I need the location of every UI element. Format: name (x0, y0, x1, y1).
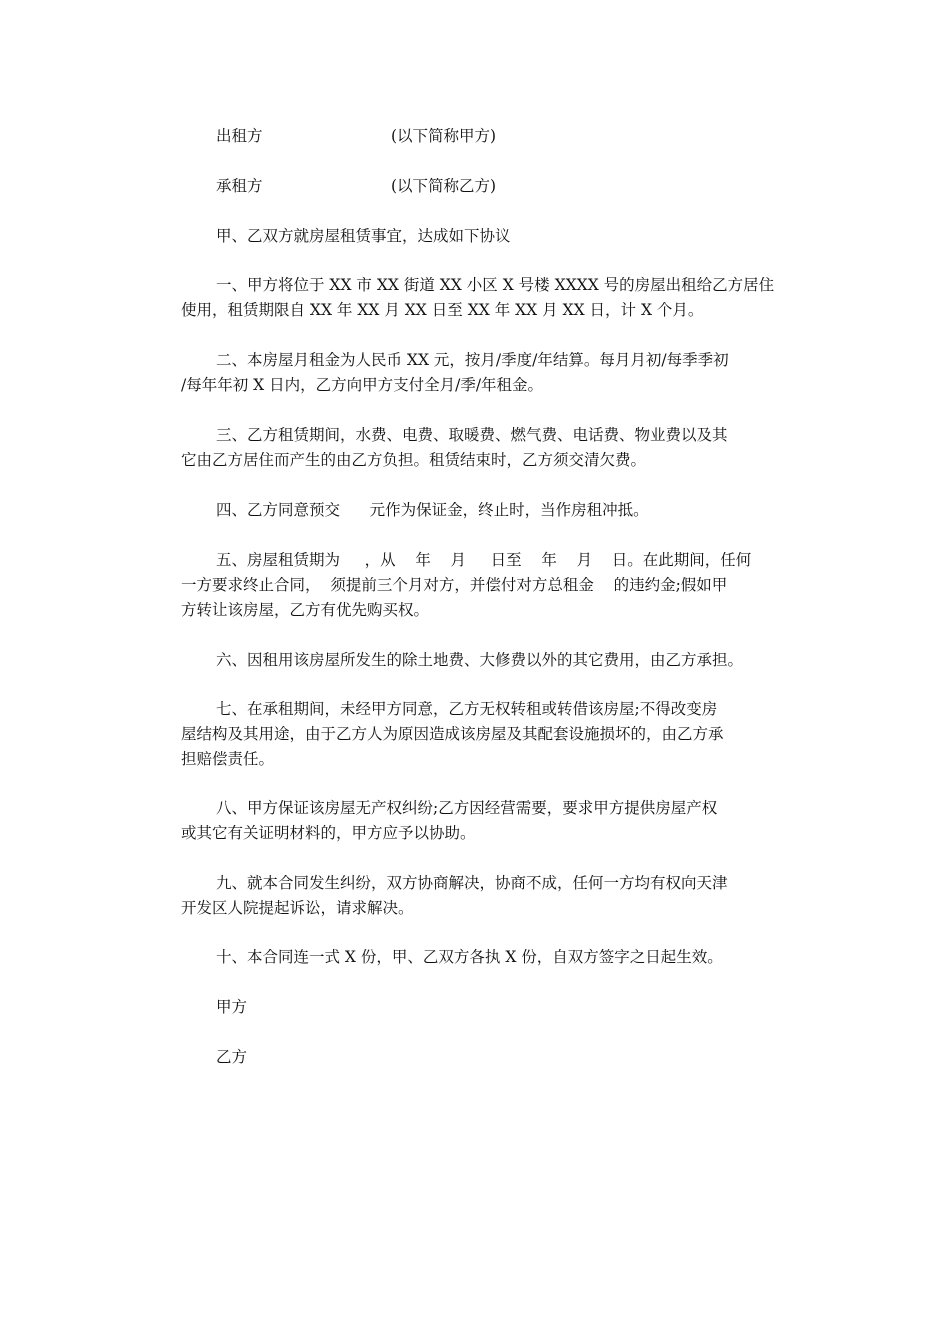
clause-7-line-2: 屋结构及其用途，由于乙方人为原因造成该房屋及其配套设施损坏的，由乙方承 (181, 725, 724, 743)
clause-7-line-3: 担赔偿责任。 (181, 750, 275, 768)
lessor-row (216, 124, 816, 149)
lessor-note: (以下简称甲方) (391, 127, 497, 145)
intro-text: 甲、乙双方就房屋租赁事宜，达成如下协议 (216, 227, 511, 245)
clause-3 (181, 423, 781, 473)
clause-7 (181, 697, 781, 772)
clause-9-line-2: 开发区人院提起诉讼，请求解决。 (181, 899, 414, 917)
clause-8 (181, 796, 781, 846)
clause-4-line-1: 四、乙方同意预交 元作为保证金，终止时，当作房租冲抵。 (216, 501, 649, 519)
signature-party-b: 乙方 (216, 1048, 248, 1066)
clause-7-line-1: 七、在承租期间，未经甲方同意，乙方无权转租或转借该房屋;不得改变房 (216, 700, 718, 718)
clause-5-line-3: 方转让该房屋，乙方有优先购买权。 (181, 601, 430, 619)
clause-9-line-1: 九、就本合同发生纠纷，双方协商解决，协商不成，任何一方均有权向天津 (216, 874, 728, 892)
clause-4 (181, 498, 781, 523)
clause-3-line-1: 三、乙方租赁期间，水费、电费、取暖费、燃气费、电话费、物业费以及其 (216, 426, 728, 444)
clause-2 (181, 348, 781, 398)
clause-3-line-2: 它由乙方居住而产生的由乙方负担。租赁结束时，乙方须交清欠费。 (181, 451, 647, 469)
clause-10-line-1: 十、本合同连一式 X 份，甲、乙双方各执 X 份，自双方签字之日起生效。 (216, 948, 723, 966)
clause-8-line-1: 八、甲方保证该房屋无产权纠纷;乙方因经营需要，要求甲方提供房屋产权 (216, 799, 718, 817)
lessee-row (216, 174, 816, 199)
clause-6-line-1: 六、因租用该房屋所发生的除土地费、大修费以外的其它费用，由乙方承担。 (216, 651, 744, 669)
clause-5-line-2: 一方要求终止合同， 须提前三个月对方，并偿付对方总租金 的违约金;假如甲 (181, 576, 728, 594)
clause-10 (181, 945, 781, 970)
lessee-label: 承租方 (216, 177, 263, 195)
clause-1-line-2: 使用，租赁期限自 XX 年 XX 月 XX 日至 XX 年 XX 月 XX 日，计 X 个月。 (181, 301, 704, 319)
clause-5-line-1: 五、房屋租赁期为 ，从 年 月 日至 年 月 日。在此期间，任何 (216, 551, 752, 569)
clause-1-line-1: 一、甲方将位于 XX 市 XX 街道 XX 小区 X 号楼 XXXX 号的房屋出租给乙方居住 (216, 276, 775, 294)
clause-6 (181, 648, 781, 673)
clause-8-line-2: 或其它有关证明材料的，甲方应予以协助。 (181, 824, 476, 842)
clause-2-line-2: /每年年初 X 日内，乙方向甲方支付全月/季/年租金。 (181, 376, 544, 394)
clause-9 (181, 871, 781, 921)
clause-5 (181, 548, 781, 623)
signature-party-a: 甲方 (216, 998, 248, 1016)
lessor-label: 出租方 (216, 127, 263, 145)
clause-2-line-1: 二、本房屋月租金为人民币 XX 元，按月/季度/年结算。每月月初/每季季初 (216, 351, 729, 369)
lessee-note: (以下简称乙方) (391, 177, 497, 195)
clause-1 (181, 273, 781, 323)
